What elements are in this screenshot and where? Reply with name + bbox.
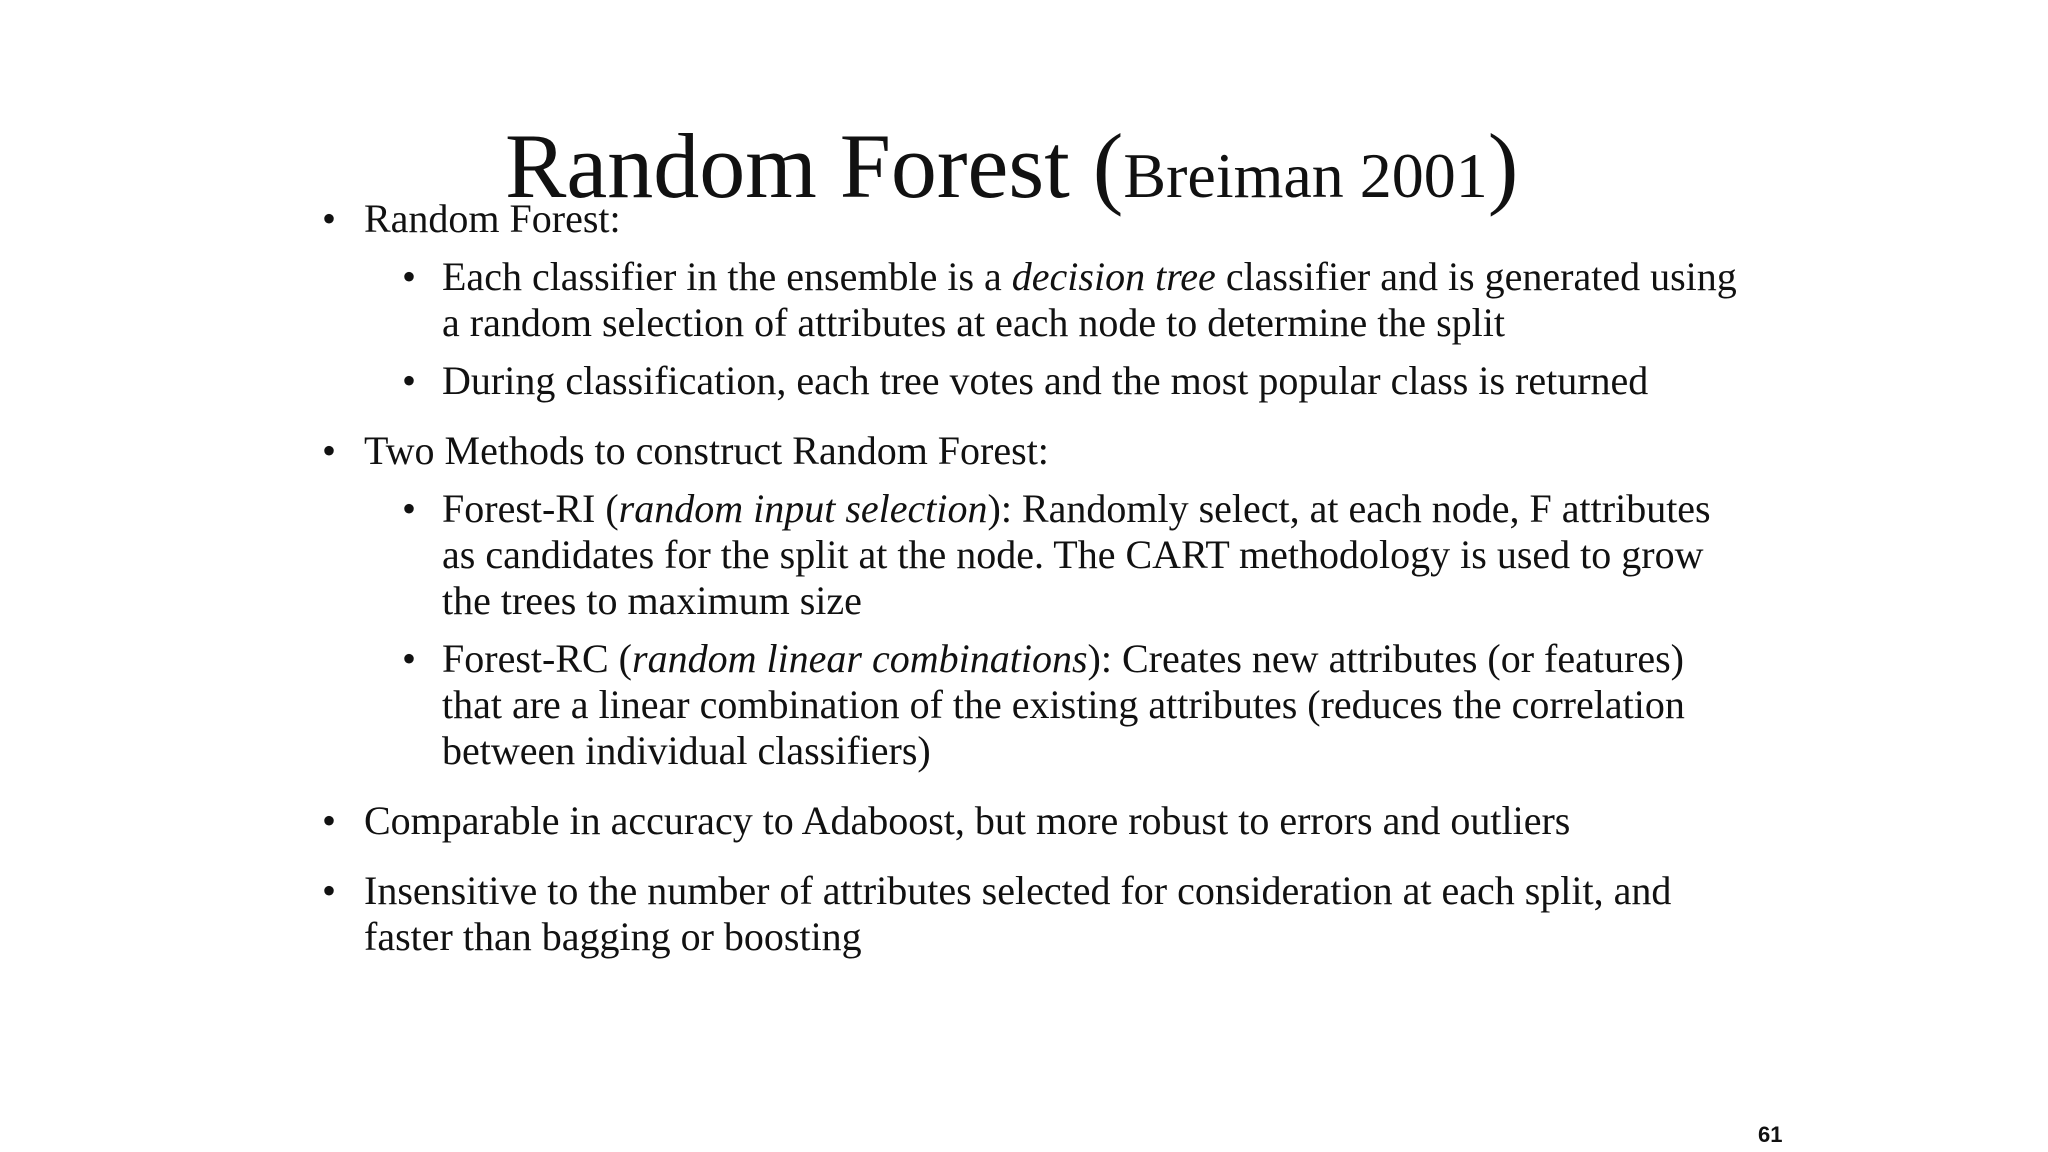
title-close-paren: )	[1487, 115, 1519, 217]
bullet-text: Random Forest:	[364, 196, 621, 241]
bullet-glyph: •	[402, 636, 417, 681]
bullet-text: Each classifier in the ensemble is a	[442, 254, 1012, 299]
bullet-glyph: •	[322, 196, 337, 241]
bullet-text: classifier and is generated using a random selection of attributes at each node to determine the split	[442, 254, 1737, 345]
sub-bullet-voting	[322, 358, 1742, 404]
bullet-glyph: •	[402, 254, 417, 299]
sub-bullet-decision-tree	[322, 254, 1742, 346]
bullet-two-methods	[322, 428, 1742, 474]
bullet-text: During classification, each tree votes and the most popular class is returned	[442, 358, 1649, 403]
sub-bullet-forest-rc	[322, 636, 1742, 774]
title-main: Random Forest (	[505, 115, 1124, 217]
bullet-glyph: •	[322, 868, 337, 913]
bullet-emphasis: decision tree	[1011, 254, 1216, 299]
bullet-text: Forest-RI (	[442, 486, 619, 531]
bullet-text: Insensitive to the number of attributes selected for consideration at each split, and faster than bagging or boosting	[364, 868, 1672, 959]
bullet-glyph: •	[402, 358, 417, 403]
bullet-text: Two Methods to construct Random Forest:	[364, 428, 1049, 473]
bullet-text: ): Randomly select, at each node, F attributes as candidates for the split at the node. The CART methodology is used to grow the trees to maximum size	[442, 486, 1711, 623]
bullet-text: Comparable in accuracy to Adaboost, but more robust to errors and outliers	[364, 798, 1571, 843]
bullet-text: Forest-RC (	[442, 636, 632, 681]
sub-bullet-forest-ri	[322, 486, 1742, 624]
bullet-glyph: •	[402, 486, 417, 531]
bullet-emphasis: random linear combinations	[632, 636, 1088, 681]
bullet-emphasis: random input selection	[618, 486, 988, 531]
bullet-glyph: •	[322, 428, 337, 473]
bullet-text: ): Creates new attributes (or features) that are a linear combination of the existing attributes (reduces the correlation between individual classifiers)	[442, 636, 1685, 773]
title-subtitle: Breiman 2001	[1123, 140, 1488, 211]
bullet-insensitive	[322, 868, 1742, 960]
bullet-glyph: •	[322, 798, 337, 843]
bullet-accuracy	[322, 798, 1742, 844]
bullet-random-forest	[322, 196, 1742, 242]
bullet-list	[322, 196, 1742, 960]
page-number: 61	[1758, 1122, 1783, 1147]
